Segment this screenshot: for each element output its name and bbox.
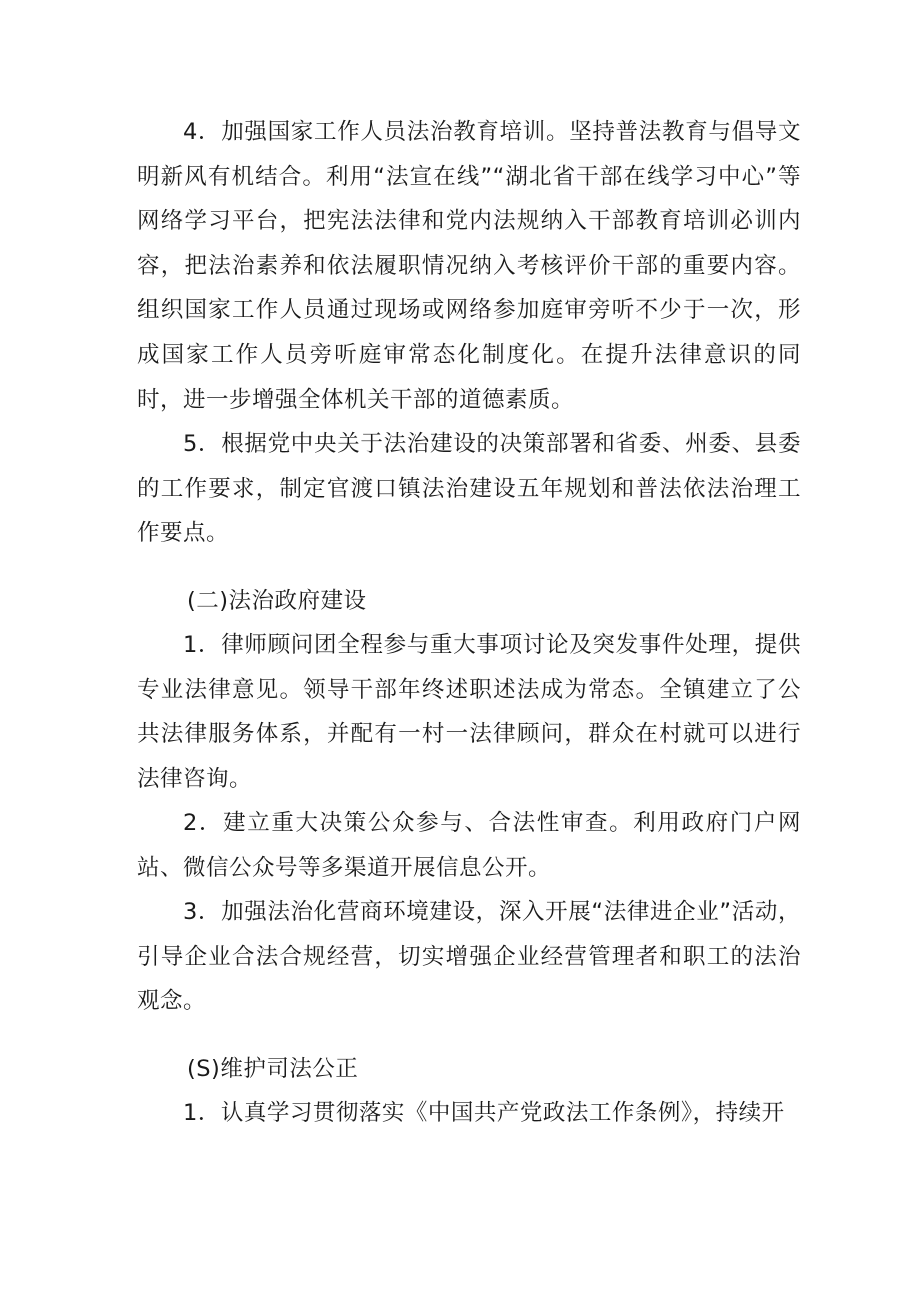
section-heading-3: (S)维护司法公正 xyxy=(187,1056,359,1082)
paragraph-item-5: 5．根据党中央关于法治建设的决策部署和省委、州委、县委的工作要求，制定官渡口镇法治建设五年规划和普法依法治理工作要点。 xyxy=(137,431,801,547)
paragraph-item-2-1: 1．律师顾问团全程参与重大事项讨论及突发事件处理，提供专业法律意见。领导干部年终述职述法成为常态。全镇建立了公共法律服务体系，并配有一村一法律顾问，群众在村就可以进行法律咨询。 xyxy=(137,632,801,792)
paragraph-item-2-3: 3．加强法治化营商环境建设，深入开展“法律进企业”活动，引导企业合法合规经营，切实增强企业经营管理者和职工的法治观念。 xyxy=(137,899,801,1015)
section-heading-2: (二)法治政府建设 xyxy=(187,588,367,614)
paragraph-item-2-2: 2．建立重大决策公众参与、合法性审查。利用政府门户网站、微信公众号等多渠道开展信息公开。 xyxy=(137,810,801,881)
paragraph-item-4: 4．加强国家工作人员法治教育培训。坚持普法教育与倡导文明新风有机结合。利用“法宣在线”“湖北省干部在线学习中心”等网络学习平台，把宪法法律和党内法规纳入干部教育培训必训内容，把法治素养和依法履职情况纳入考核评价干部的重要内容。组织国家工作人员通过现场或网络参加庭审旁听不少于一次，形成国家工作人员旁听庭审常态化制度化。在提升法律意识的同时，进一步增强全体机关干部的道德素质。 xyxy=(137,119,801,413)
paragraph-item-3-1: 1．认真学习贯彻落实《中国共产党政法工作条例》，持续开 xyxy=(183,1100,785,1126)
document-body xyxy=(137,110,801,1135)
